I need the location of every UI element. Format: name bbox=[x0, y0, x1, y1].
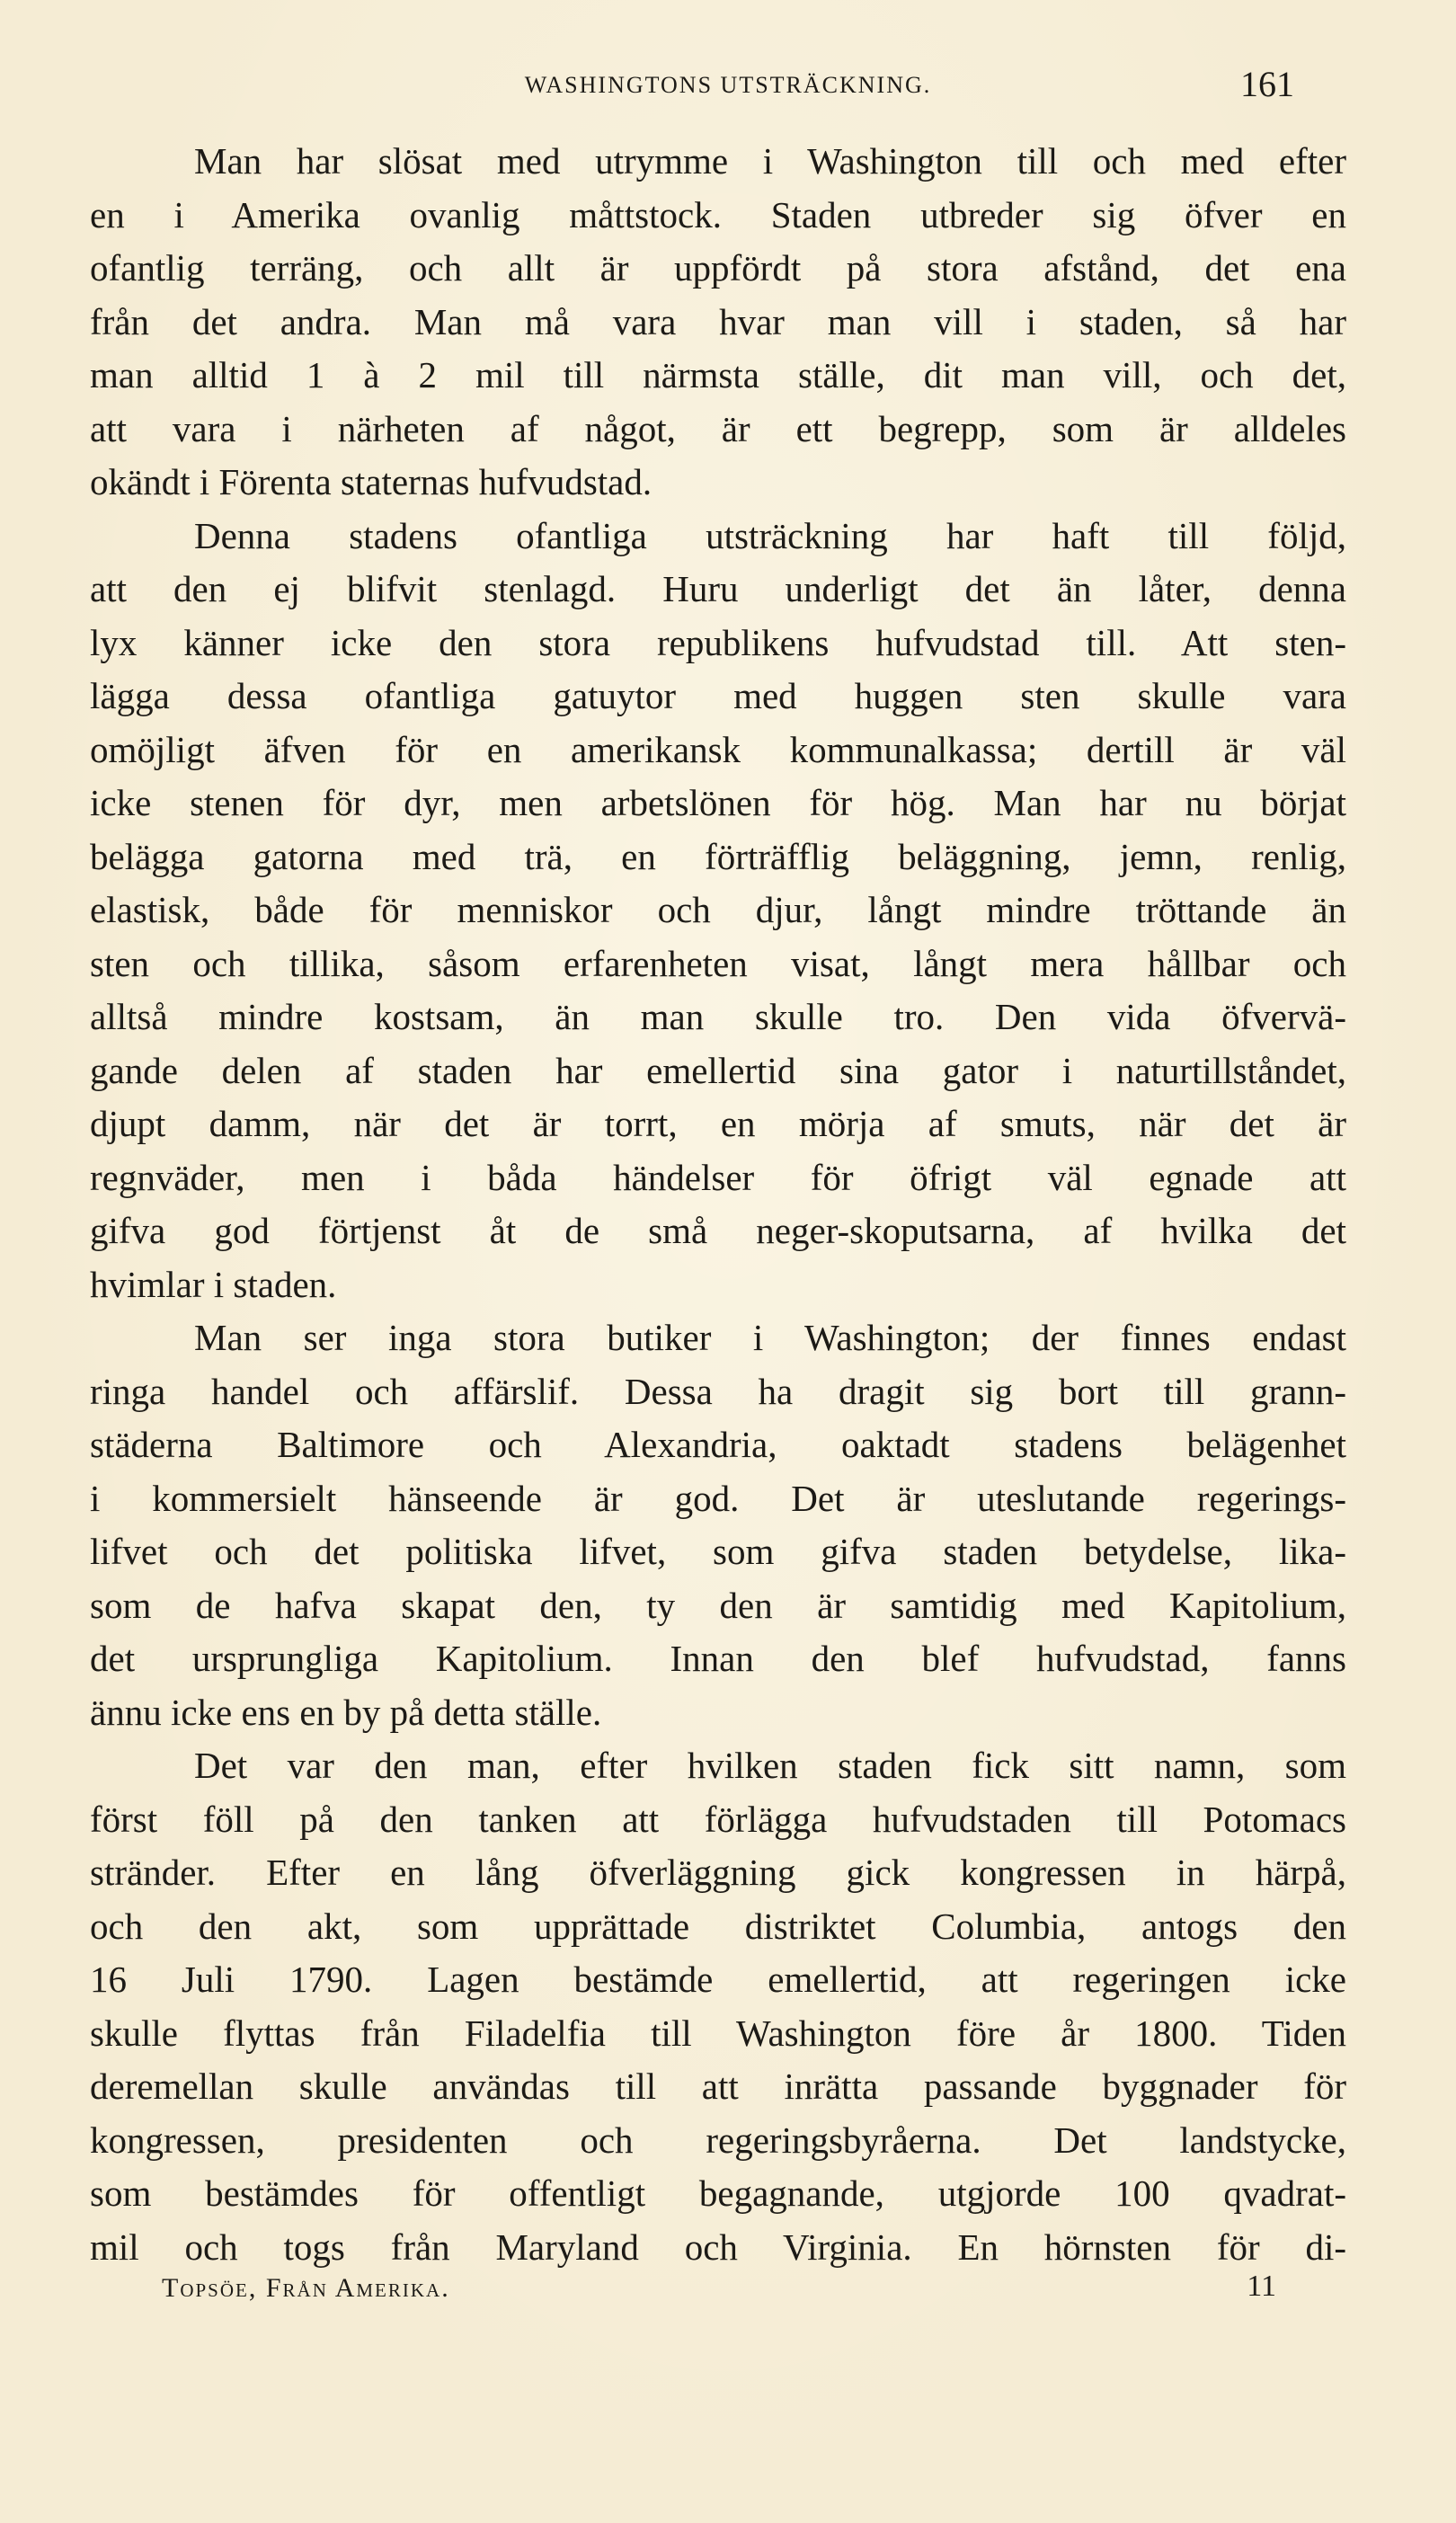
sheet-number: 11 bbox=[1247, 2270, 1276, 2303]
text-line: Det var den man, efter hvilken staden fick sitt namn, som bbox=[194, 1745, 1346, 1786]
text-line: lifvet och det politiska lifvet, som gifva staden betydelse, lika- bbox=[90, 1531, 1346, 1572]
signature-mark: Topsöe, Från Amerika. bbox=[162, 2273, 450, 2303]
text-line: djupt damm, när det är torrt, en mörja af smuts, när det är bbox=[90, 1103, 1346, 1144]
text-line: omöjligt äfven för en amerikansk kommunalkassa; dertill är väl bbox=[90, 728, 1346, 770]
text-line: ringa handel och affärslif. Dessa ha dragit sig bort till grann- bbox=[90, 1370, 1346, 1412]
text-line: 16 Juli 1790. Lagen bestämde emellertid, att regeringen icke bbox=[90, 1959, 1346, 2000]
text-line: städerna Baltimore och Alexandria, oaktadt stadens belägenhet bbox=[90, 1424, 1346, 1465]
text-line: att den ej blifvit stenlagd. Huru underligt det än låter, denna bbox=[90, 568, 1346, 609]
text-line: från det andra. Man må vara hvar man vill i staden, så har bbox=[90, 300, 1346, 342]
text-line: ännu icke ens en by på detta ställe. bbox=[90, 1691, 602, 1733]
body-text bbox=[90, 135, 1346, 2274]
text-line: först föll på den tanken att förlägga hufvudstaden till Potomacs bbox=[90, 1798, 1346, 1840]
text-line: icke stenen för dyr, men arbetslönen för hög. Man har nu börjat bbox=[90, 782, 1346, 823]
text-line: skulle flyttas från Filadelfia till Washington före år 1800. Tiden bbox=[90, 2012, 1346, 2054]
text-line: att vara i närheten af något, är ett begrepp, som är alldeles bbox=[90, 407, 1346, 449]
text-line: lägga dessa ofantliga gatuytor med huggen sten skulle vara bbox=[90, 675, 1346, 716]
text-line: Denna stadens ofantliga utsträckning har haft till följd, bbox=[194, 514, 1346, 556]
text-line: man alltid 1 à 2 mil till närmsta ställe, dit man vill, och det, bbox=[90, 354, 1346, 395]
text-line: lyx känner icke den stora republikens hufvudstad till. Att sten- bbox=[90, 621, 1346, 663]
text-line: en i Amerika ovanlig måttstock. Staden utbreder sig öfver en bbox=[90, 193, 1346, 235]
text-line: i kommersielt hänseende är god. Det är uteslutande regerings- bbox=[90, 1477, 1346, 1519]
page-footer bbox=[162, 2270, 1276, 2314]
text-line: ofantlig terräng, och allt är uppfördt på stora afstånd, det ena bbox=[90, 247, 1346, 289]
text-line: som de hafva skapat den, ty den är samtidig med Kapitolium, bbox=[90, 1584, 1346, 1626]
text-line: och den akt, som upprättade distriktet Columbia, antogs den bbox=[90, 1905, 1346, 1947]
text-line: Man har slösat med utrymme i Washington till och med efter bbox=[194, 140, 1346, 182]
running-title: WASHINGTONS UTSTRÄCKNING. bbox=[524, 72, 932, 98]
text-line: det ursprungliga Kapitolium. Innan den blef hufvudstad, fanns bbox=[90, 1638, 1346, 1679]
text-line: stränder. Efter en lång öfverläggning gick kongressen in härpå, bbox=[90, 1852, 1346, 1893]
text-line: hvimlar i staden. bbox=[90, 1263, 337, 1305]
text-line: elastisk, både för menniskor och djur, långt mindre tröttande än bbox=[90, 889, 1346, 930]
text-line: alltså mindre kostsam, än man skulle tro. Den vida öfvervä- bbox=[90, 996, 1346, 1037]
text-line: okändt i Förenta staternas hufvudstad. bbox=[90, 461, 653, 502]
text-line: sten och tillika, såsom erfarenheten visat, långt mera hållbar och bbox=[90, 942, 1346, 984]
running-head bbox=[90, 63, 1366, 117]
text-line: deremellan skulle användas till att inrätta passande byggnader för bbox=[90, 2065, 1346, 2107]
text-line: kongressen, presidenten och regeringsbyråerna. Det landstycke, bbox=[90, 2119, 1346, 2161]
text-line: som bestämdes för offentligt begagnande, utgjorde 100 qvadrat- bbox=[90, 2172, 1346, 2214]
text-line: mil och togs från Maryland och Virginia. En hörnsten för di- bbox=[90, 2225, 1346, 2268]
text-line: gifva god förtjenst åt de små neger-skoputsarna, af hvilka det bbox=[90, 1210, 1346, 1251]
text-line: Man ser inga stora butiker i Washington; der finnes endast bbox=[194, 1317, 1346, 1358]
text-line: regnväder, men i båda händelser för öfrigt väl egnade att bbox=[90, 1156, 1346, 1198]
page-number: 161 bbox=[1240, 64, 1294, 104]
text-line: belägga gatorna med trä, en förträfflig beläggning, jemn, renlig, bbox=[90, 835, 1346, 877]
text-line: gande delen af staden har emellertid sina gator i naturtillståndet, bbox=[90, 1049, 1346, 1091]
